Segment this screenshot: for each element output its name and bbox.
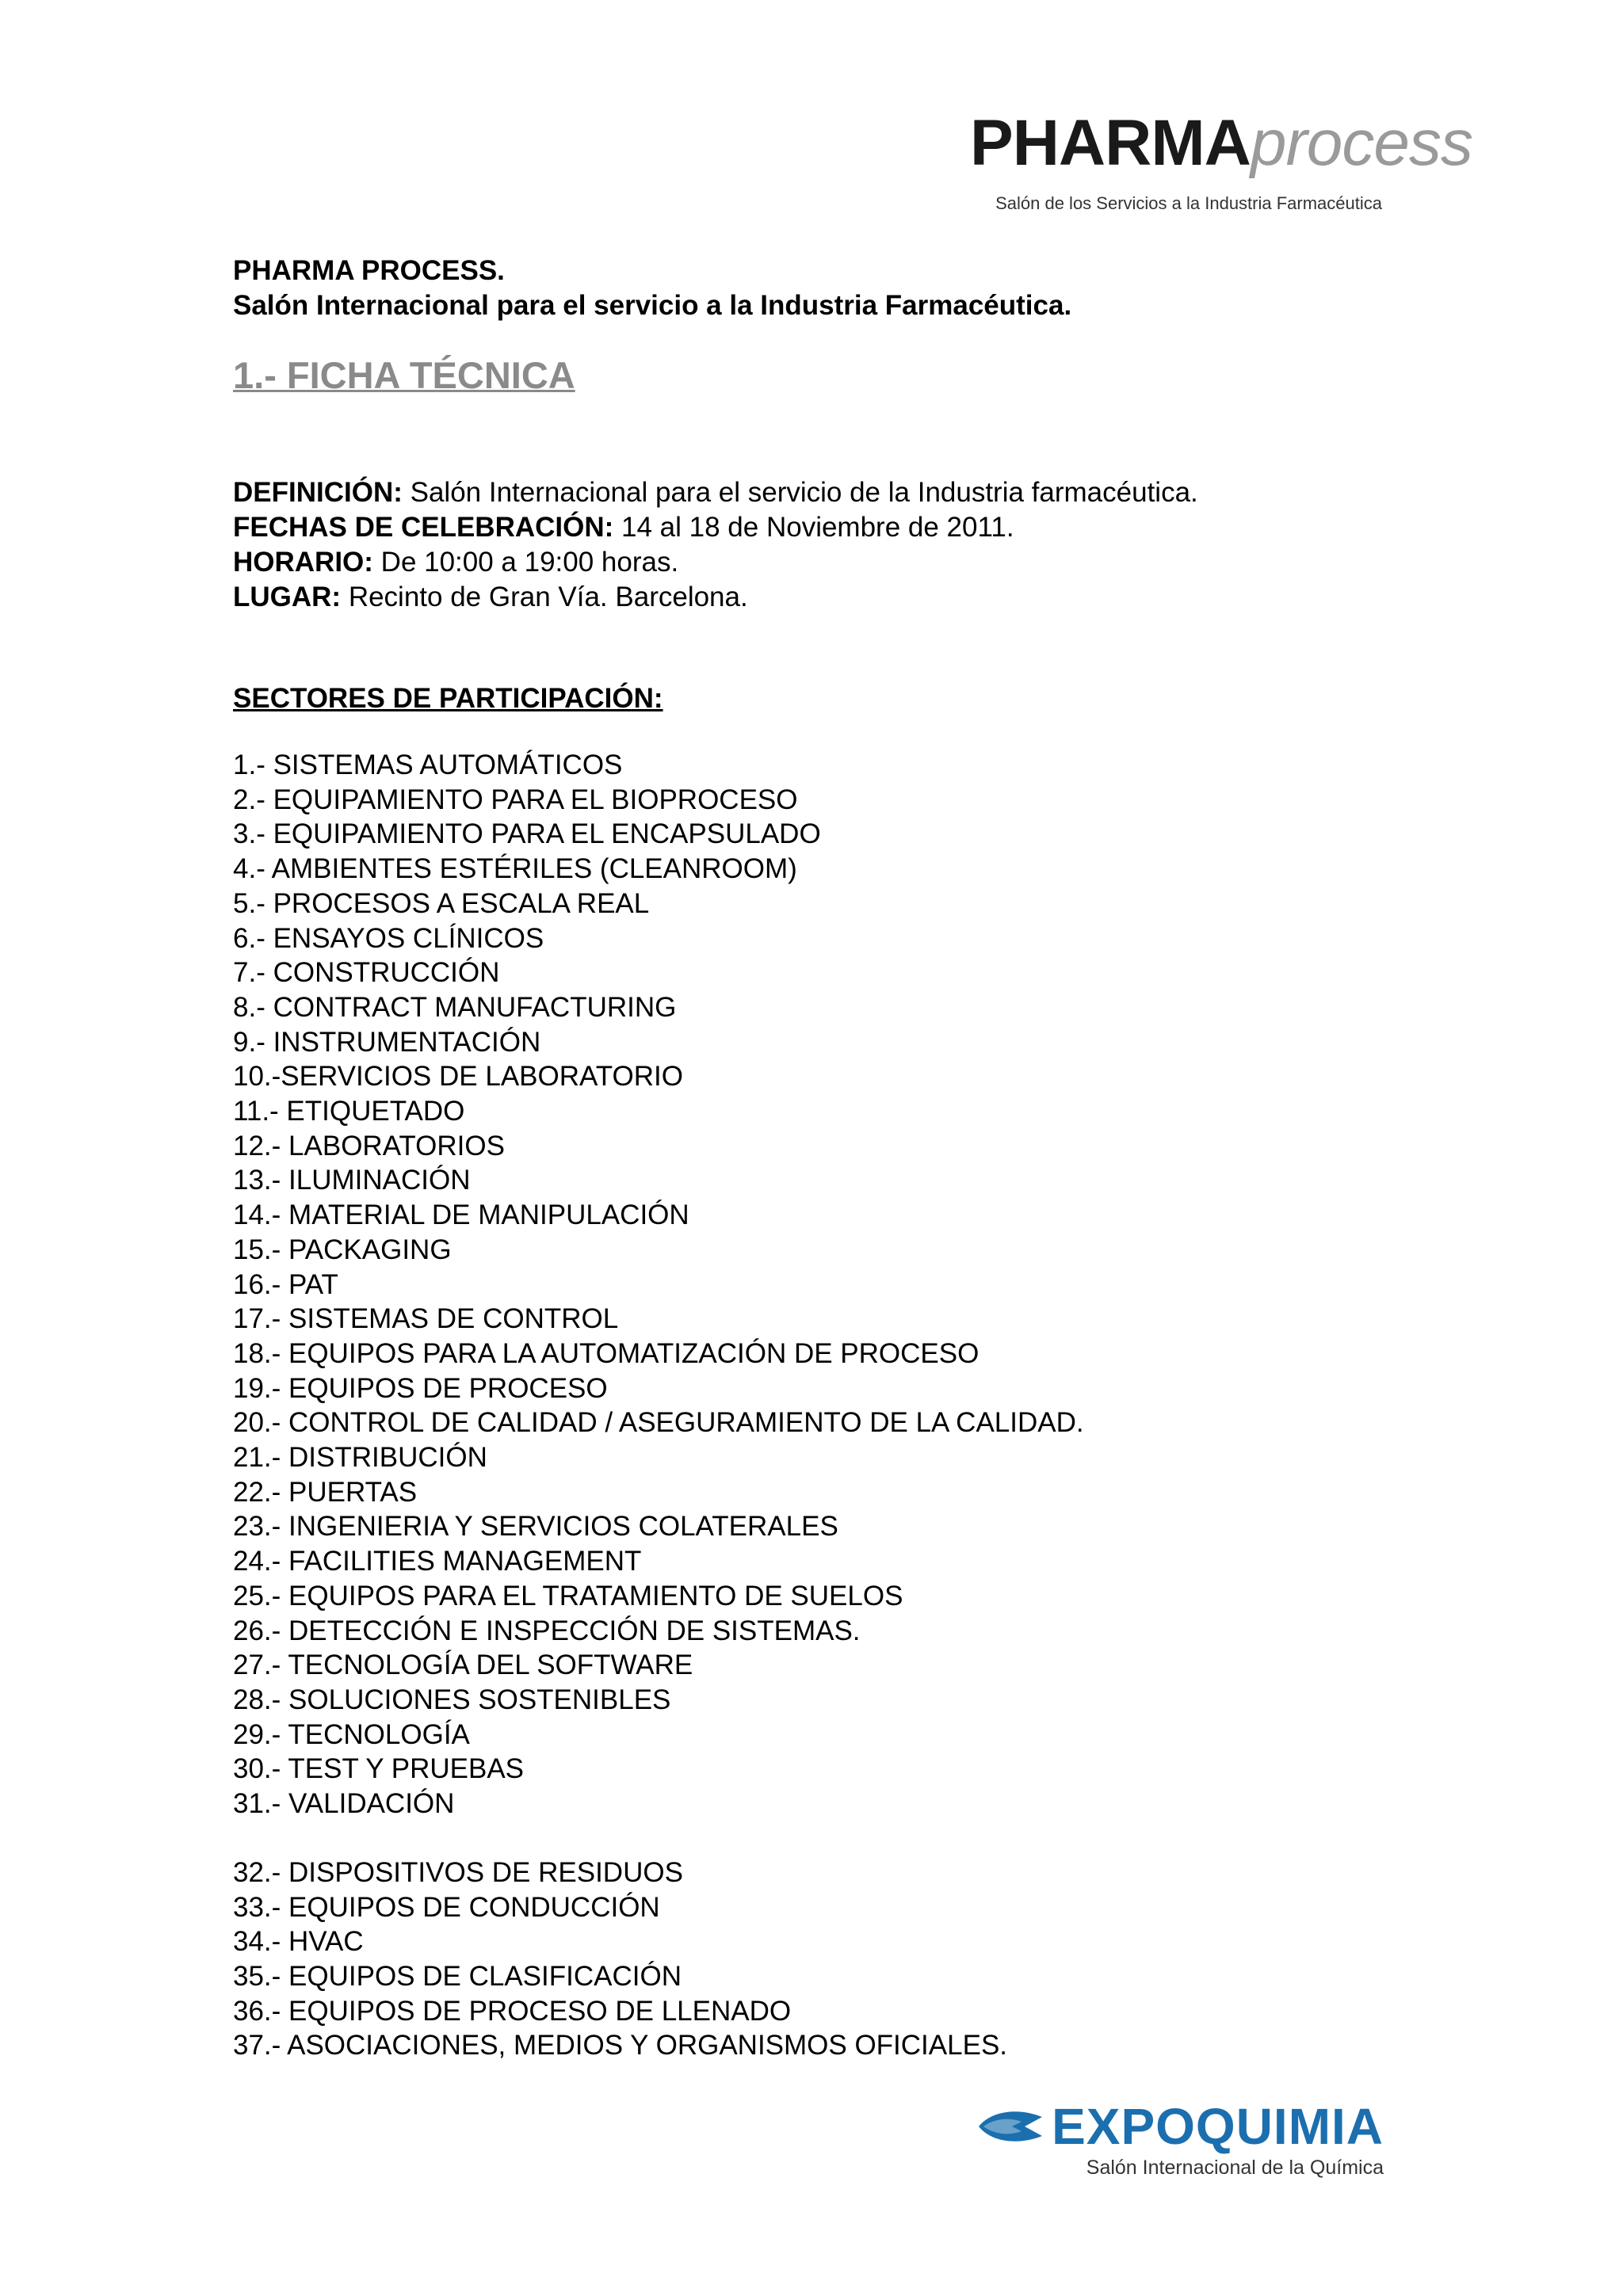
- sector-item: 14.- MATERIAL DE MANIPULACIÓN: [233, 1199, 689, 1231]
- sector-item: 2.- EQUIPAMIENTO PARA EL BIOPROCESO: [233, 784, 798, 815]
- sector-item: 4.- AMBIENTES ESTÉRILES (CLEANROOM): [233, 853, 797, 885]
- sector-item: 37.- ASOCIACIONES, MEDIOS Y ORGANISMOS OFICIALES.: [233, 2030, 1008, 2061]
- detail-row: [233, 545, 1390, 580]
- document-body: [233, 254, 1390, 2063]
- details-block: [233, 475, 1390, 615]
- sector-item: 10.-SERVICIOS DE LABORATORIO: [233, 1061, 683, 1093]
- logo-wordmark-strong: PHARMA: [970, 107, 1251, 179]
- sectors-heading: SECTORES DE PARTICIPACIÓN:: [233, 683, 663, 714]
- document-title: PHARMA PROCESS.: [233, 255, 505, 286]
- section-heading: 1.- FICHA TÉCNICA: [233, 354, 575, 396]
- sector-item: 18.- EQUIPOS PARA LA AUTOMATIZACIÓN DE PROCESO: [233, 1337, 980, 1369]
- expoquimia-brand-row: [972, 2098, 1384, 2155]
- sector-item: 13.- ILUMINACIÓN: [233, 1165, 471, 1196]
- sector-item: 11.- ETIQUETADO: [233, 1096, 465, 1127]
- sector-item: 5.- PROCESOS A ESCALA REAL: [233, 887, 650, 919]
- sector-item: 21.- DISTRIBUCIÓN: [233, 1442, 487, 1474]
- sector-item: 17.- SISTEMAS DE CONTROL: [233, 1303, 619, 1335]
- sector-item: 28.- SOLUCIONES SOSTENIBLES: [233, 1684, 671, 1715]
- sector-item: 24.- FACILITIES MANAGEMENT: [233, 1546, 642, 1577]
- detail-label: DEFINICIÓN:: [233, 477, 403, 508]
- logo-wordmark-light: process: [1250, 107, 1472, 179]
- sector-item: 30.- TEST Y PRUEBAS: [233, 1753, 525, 1785]
- expoquimia-swoosh-icon: [977, 2106, 1044, 2147]
- logo-wordmark: [970, 107, 1472, 179]
- sector-item: 35.- EQUIPOS DE CLASIFICACIÓN: [233, 1960, 682, 1992]
- sector-item: 34.- HVAC: [233, 1926, 364, 1958]
- detail-value: 14 al 18 de Noviembre de 2011.: [613, 512, 1014, 543]
- sector-item: 9.- INSTRUMENTACIÓN: [233, 1026, 541, 1058]
- sector-item: 6.- ENSAYOS CLÍNICOS: [233, 922, 544, 954]
- sector-item: 32.- DISPOSITIVOS DE RESIDUOS: [233, 1856, 683, 1888]
- sector-item: 12.- LABORATORIOS: [233, 1130, 505, 1161]
- sector-item: 20.- CONTROL DE CALIDAD / ASEGURAMIENTO DE LA CALIDAD.: [233, 1407, 1084, 1439]
- expoquimia-wordmark: EXPOQUIMIA: [1052, 2098, 1384, 2155]
- sector-item: 15.- PACKAGING: [233, 1234, 452, 1265]
- sector-item: 23.- INGENIERIA Y SERVICIOS COLATERALES: [233, 1511, 838, 1543]
- detail-label: HORARIO:: [233, 547, 373, 578]
- sector-item: 1.- SISTEMAS AUTOMÁTICOS: [233, 749, 623, 780]
- sector-item: 27.- TECNOLOGÍA DEL SOFTWARE: [233, 1650, 693, 1681]
- sector-item: 16.- PAT: [233, 1268, 338, 1300]
- document-subtitle: Salón Internacional para el servicio a la Industria Farmacéutica.: [233, 290, 1072, 321]
- detail-label: LUGAR:: [233, 582, 342, 612]
- sector-item: 33.- EQUIPOS DE CONDUCCIÓN: [233, 1891, 660, 1923]
- sector-item: 7.- CONSTRUCCIÓN: [233, 957, 500, 989]
- sector-item: 25.- EQUIPOS PARA EL TRATAMIENTO DE SUELOS: [233, 1580, 903, 1611]
- sector-item: 36.- EQUIPOS DE PROCESO DE LLENADO: [233, 1995, 792, 2027]
- sector-item: 8.- CONTRACT MANUFACTURING: [233, 991, 677, 1023]
- pharmaprocess-logo: [970, 107, 1472, 214]
- logo-tagline: Salón de los Servicios a la Industria Farmacéutica: [995, 193, 1382, 213]
- sector-item: 22.- PUERTAS: [233, 1476, 418, 1508]
- detail-value: Salón Internacional para el servicio de la Industria farmacéutica.: [402, 477, 1198, 508]
- expoquimia-tagline: Salón Internacional de la Química: [1086, 2157, 1384, 2179]
- sector-item: 26.- DETECCIÓN E INSPECCIÓN DE SISTEMAS.: [233, 1615, 861, 1646]
- sectors-list: [233, 748, 1390, 2063]
- expoquimia-logo: [972, 2098, 1384, 2180]
- detail-row: [233, 580, 1390, 615]
- sector-item: 19.- EQUIPOS DE PROCESO: [233, 1372, 608, 1404]
- detail-value: De 10:00 a 19:00 horas.: [372, 547, 679, 578]
- detail-value: Recinto de Gran Vía. Barcelona.: [341, 582, 748, 612]
- detail-row: [233, 510, 1390, 545]
- sector-item: 3.- EQUIPAMIENTO PARA EL ENCAPSULADO: [233, 818, 821, 850]
- detail-row: [233, 475, 1390, 510]
- sector-item: 31.- VALIDACIÓN: [233, 1788, 455, 1820]
- sector-item: 29.- TECNOLOGÍA: [233, 1718, 470, 1750]
- detail-label: FECHAS DE CELEBRACIÓN:: [233, 512, 614, 543]
